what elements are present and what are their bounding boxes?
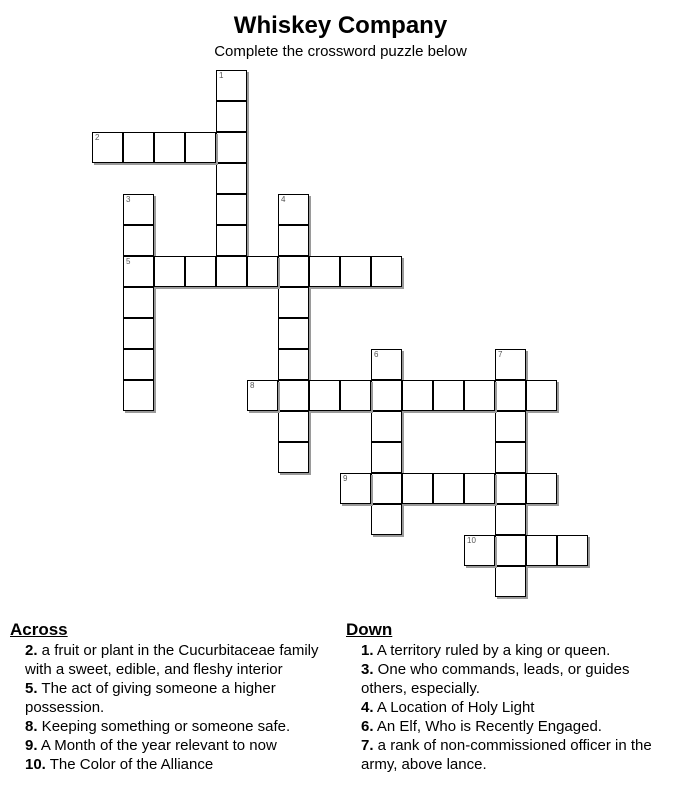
page-title: Whiskey Company bbox=[233, 12, 448, 39]
grid-cell[interactable] bbox=[92, 132, 123, 163]
clue-text: A Month of the year relevant to now bbox=[37, 737, 277, 754]
cell-number: 4 bbox=[281, 195, 286, 204]
grid-cell[interactable] bbox=[278, 411, 309, 442]
grid-cell[interactable] bbox=[340, 256, 371, 287]
grid-cell[interactable] bbox=[464, 535, 495, 566]
grid-cell[interactable] bbox=[371, 380, 402, 411]
grid-cell[interactable] bbox=[309, 380, 340, 411]
across-heading: Across bbox=[10, 620, 68, 639]
grid-cell[interactable] bbox=[216, 163, 247, 194]
grid-cell[interactable] bbox=[278, 225, 309, 256]
down-heading: Down bbox=[346, 620, 393, 639]
clue-number: 5. bbox=[25, 680, 38, 697]
down-clue bbox=[346, 736, 676, 774]
grid-cell[interactable] bbox=[495, 411, 526, 442]
clue-text: One who commands, leads, or guides others, especially. bbox=[361, 661, 630, 697]
grid-cell[interactable] bbox=[371, 411, 402, 442]
cell-number: 3 bbox=[126, 195, 131, 204]
grid-cell[interactable] bbox=[123, 194, 154, 225]
cell-number: 9 bbox=[343, 474, 348, 483]
grid-cell[interactable] bbox=[340, 473, 371, 504]
page-subtitle: Complete the crossword puzzle below bbox=[214, 43, 467, 60]
across-clue bbox=[10, 679, 325, 717]
grid-cell[interactable] bbox=[278, 256, 309, 287]
across-clues bbox=[10, 620, 325, 774]
grid-cell[interactable] bbox=[526, 380, 557, 411]
grid-cell[interactable] bbox=[123, 318, 154, 349]
grid-cell[interactable] bbox=[154, 256, 185, 287]
grid-cell[interactable] bbox=[123, 225, 154, 256]
cell-number: 6 bbox=[374, 350, 379, 359]
clue-number: 4. bbox=[361, 699, 374, 716]
grid-cell[interactable] bbox=[278, 380, 309, 411]
grid-cell[interactable] bbox=[371, 442, 402, 473]
grid-cell[interactable] bbox=[495, 442, 526, 473]
grid-cell[interactable] bbox=[185, 256, 216, 287]
grid-cell[interactable] bbox=[123, 380, 154, 411]
across-clue bbox=[10, 736, 325, 755]
down-clue bbox=[346, 698, 676, 717]
grid-cell[interactable] bbox=[464, 473, 495, 504]
clue-number: 1. bbox=[361, 642, 374, 659]
grid-cell[interactable] bbox=[123, 287, 154, 318]
clue-number: 2. bbox=[25, 642, 38, 659]
clue-number: 10. bbox=[25, 756, 46, 773]
down-clue bbox=[346, 717, 676, 736]
cell-number: 8 bbox=[250, 381, 255, 390]
across-clue bbox=[10, 641, 325, 679]
clue-text: Keeping something or someone safe. bbox=[37, 718, 291, 735]
grid-cell[interactable] bbox=[216, 256, 247, 287]
grid-cell[interactable] bbox=[216, 132, 247, 163]
grid-cell[interactable] bbox=[526, 473, 557, 504]
grid-cell[interactable] bbox=[495, 380, 526, 411]
grid-cell[interactable] bbox=[495, 504, 526, 535]
grid-cell[interactable] bbox=[278, 318, 309, 349]
grid-cell[interactable] bbox=[309, 256, 340, 287]
grid-cell[interactable] bbox=[495, 349, 526, 380]
clue-text: An Elf, Who is Recently Engaged. bbox=[373, 718, 602, 735]
grid-cell[interactable] bbox=[402, 380, 433, 411]
across-clue bbox=[10, 755, 325, 774]
clue-number: 9. bbox=[25, 737, 38, 754]
grid-cell[interactable] bbox=[371, 473, 402, 504]
clue-text: a fruit or plant in the Cucurbitaceae family with a sweet, edible, and fleshy interior bbox=[25, 642, 319, 678]
cell-number: 1 bbox=[219, 71, 224, 80]
down-clues bbox=[346, 620, 676, 774]
across-clue bbox=[10, 717, 325, 736]
cell-number: 10 bbox=[467, 536, 476, 545]
grid-cell[interactable] bbox=[495, 473, 526, 504]
grid-cell[interactable] bbox=[247, 256, 278, 287]
clue-number: 8. bbox=[25, 718, 38, 735]
grid-cell[interactable] bbox=[185, 132, 216, 163]
grid-cell[interactable] bbox=[433, 380, 464, 411]
grid-cell[interactable] bbox=[216, 70, 247, 101]
grid-cell[interactable] bbox=[123, 349, 154, 380]
grid-cell[interactable] bbox=[123, 256, 154, 287]
grid-cell[interactable] bbox=[371, 504, 402, 535]
grid-cell[interactable] bbox=[216, 101, 247, 132]
clue-text: The act of giving someone a higher possession. bbox=[25, 680, 276, 716]
grid-cell[interactable] bbox=[371, 349, 402, 380]
grid-cell[interactable] bbox=[526, 535, 557, 566]
grid-cell[interactable] bbox=[557, 535, 588, 566]
cell-number: 7 bbox=[498, 350, 503, 359]
grid-cell[interactable] bbox=[278, 287, 309, 318]
grid-cell[interactable] bbox=[464, 380, 495, 411]
grid-cell[interactable] bbox=[278, 194, 309, 225]
grid-cell[interactable] bbox=[495, 566, 526, 597]
grid-cell[interactable] bbox=[433, 473, 464, 504]
grid-cell[interactable] bbox=[402, 473, 433, 504]
grid-cell[interactable] bbox=[216, 225, 247, 256]
cell-number: 2 bbox=[95, 133, 100, 142]
clue-number: 3. bbox=[361, 661, 374, 678]
grid-cell[interactable] bbox=[123, 132, 154, 163]
grid-cell[interactable] bbox=[278, 442, 309, 473]
grid-cell[interactable] bbox=[495, 535, 526, 566]
grid-cell[interactable] bbox=[216, 194, 247, 225]
clue-text: The Color of the Alliance bbox=[45, 756, 214, 773]
down-clue bbox=[346, 641, 676, 660]
grid-cell[interactable] bbox=[247, 380, 278, 411]
clue-number: 7. bbox=[361, 737, 374, 754]
clue-text: a rank of non-commissioned officer in the army, above lance. bbox=[361, 737, 652, 773]
grid-cell[interactable] bbox=[154, 132, 185, 163]
grid-cell[interactable] bbox=[278, 349, 309, 380]
clue-text: A Location of Holy Light bbox=[373, 699, 535, 716]
down-clue bbox=[346, 660, 676, 698]
grid-cell[interactable] bbox=[340, 380, 371, 411]
clue-text: A territory ruled by a king or queen. bbox=[373, 642, 611, 659]
cell-number: 5 bbox=[126, 257, 131, 266]
clue-number: 6. bbox=[361, 718, 374, 735]
grid-cell[interactable] bbox=[371, 256, 402, 287]
